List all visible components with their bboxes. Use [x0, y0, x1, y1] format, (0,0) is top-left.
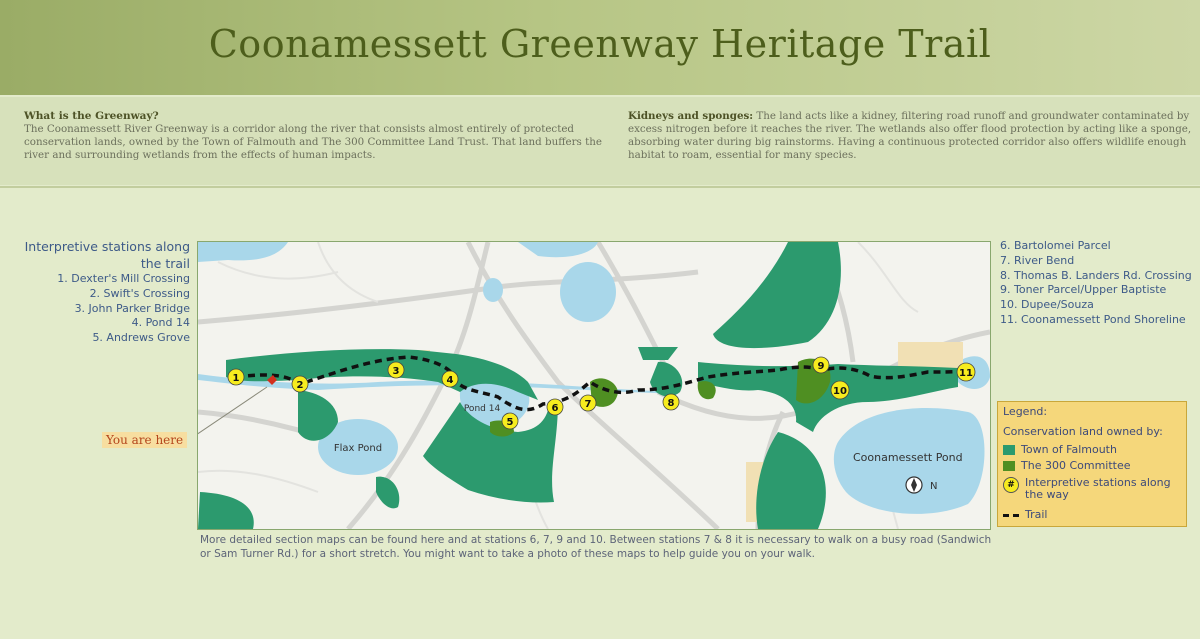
legend-falmouth-label: Town of Falmouth — [1021, 443, 1117, 456]
intro-left-heading: What is the Greenway? — [24, 110, 159, 122]
station-8-item: 8. Thomas B. Landers Rd. Crossing — [1000, 268, 1192, 282]
stations-list-left — [14, 238, 190, 346]
station-11-item: 11. Coonamessett Pond Shoreline — [1000, 312, 1186, 326]
station-marker-icon: # — [1003, 477, 1019, 493]
coonamessett-pond-label: Coonamessett Pond — [853, 451, 963, 464]
stations-heading: Interpretive stations along the trail — [24, 239, 190, 271]
station-3-item: 3. John Parker Bridge — [74, 301, 190, 315]
intro-divider — [0, 186, 1200, 188]
legend-subtitle: Conservation land owned by: — [1003, 425, 1163, 438]
station-8-label: 8 — [667, 398, 675, 409]
legend-stations-label: Interpretive stations along the way — [1025, 476, 1171, 501]
station-6-label: 6 — [551, 403, 559, 414]
legend-committee-label: The 300 Committee — [1021, 459, 1131, 472]
station-7-item: 7. River Bend — [1000, 253, 1075, 267]
legend-trail-label: Trail — [1025, 508, 1048, 521]
legend-trail-row — [1003, 508, 1047, 521]
station-11-label: 11 — [959, 368, 973, 379]
map-legend — [997, 401, 1187, 527]
intro-right-heading: Kidneys and sponges: — [628, 110, 754, 122]
legend-falmouth-row — [1003, 443, 1117, 456]
station-2-item: 2. Swift's Crossing — [89, 286, 190, 300]
station-6-item: 6. Bartolomei Parcel — [1000, 239, 1111, 252]
flax-pond-label: Flax Pond — [333, 443, 383, 454]
you-are-here-label: You are here — [102, 432, 187, 448]
station-5-item: 5. Andrews Grove — [92, 331, 190, 345]
north-label: N — [930, 481, 938, 492]
station-4-item: 4. Pond 14 — [131, 316, 190, 330]
station-10-item: 10. Dupee/Souza — [1000, 298, 1094, 312]
intro-left-column — [24, 110, 604, 162]
station-9-label: 9 — [817, 361, 825, 372]
stations-list-right — [1000, 239, 1192, 328]
station-9-item: 9. Toner Parcel/Upper Baptiste — [1000, 283, 1167, 297]
station-1-item: 1. Dexter's Mill Crossing — [57, 272, 190, 285]
legend-stations-row — [1003, 477, 1183, 501]
legend-committee-row — [1003, 459, 1131, 472]
legend-title: Legend: — [1003, 405, 1048, 418]
trail-map[interactable] — [197, 241, 991, 530]
map-caption: More detailed section maps can be found here and at stations 6, 7, 9 and 10. Between stations 7 & 8 it is necessary to walk on a busy road (Sandwich or Sam Turner Rd.) for a short stretch. You might want to take a photo of these maps to help guide you on your walk. — [200, 534, 992, 560]
intro-right-column — [628, 110, 1194, 162]
pond-14-label: Pond 14 — [463, 404, 501, 414]
station-2-label: 2 — [296, 380, 304, 391]
intro-left-text: The Coonamessett River Greenway is a corridor along the river that consists almost entirely of protected conservation lands, owned by the Town of Falmouth and The 300 Committee Land Trust. That land buffers the river and surrounding wetlands from the effects of human impacts. — [24, 123, 602, 161]
trail-map-svg — [198, 242, 990, 529]
station-4-label: 4 — [446, 375, 454, 386]
intro-right-text: The land acts like a kidney, filtering road runoff and groundwater contaminated by excess nitrogen before it reaches the river. The wetlands also offer flood protection by acting like a sponge, absorbing water during big rainstorms. Having a continuous protected corridor also offers wildlife enough habitat to roam, essential for many species. — [628, 110, 1192, 161]
page-title: Coonamessett Greenway Heritage Trail — [208, 22, 992, 66]
falmouth-swatch — [1003, 445, 1015, 455]
trail-line-icon — [1003, 514, 1019, 517]
station-10-label: 10 — [833, 386, 847, 397]
station-5-label: 5 — [506, 417, 514, 428]
committee-swatch — [1003, 461, 1015, 471]
station-7-label: 7 — [584, 399, 592, 410]
station-1-label: 1 — [232, 373, 240, 384]
station-3-label: 3 — [392, 366, 400, 377]
